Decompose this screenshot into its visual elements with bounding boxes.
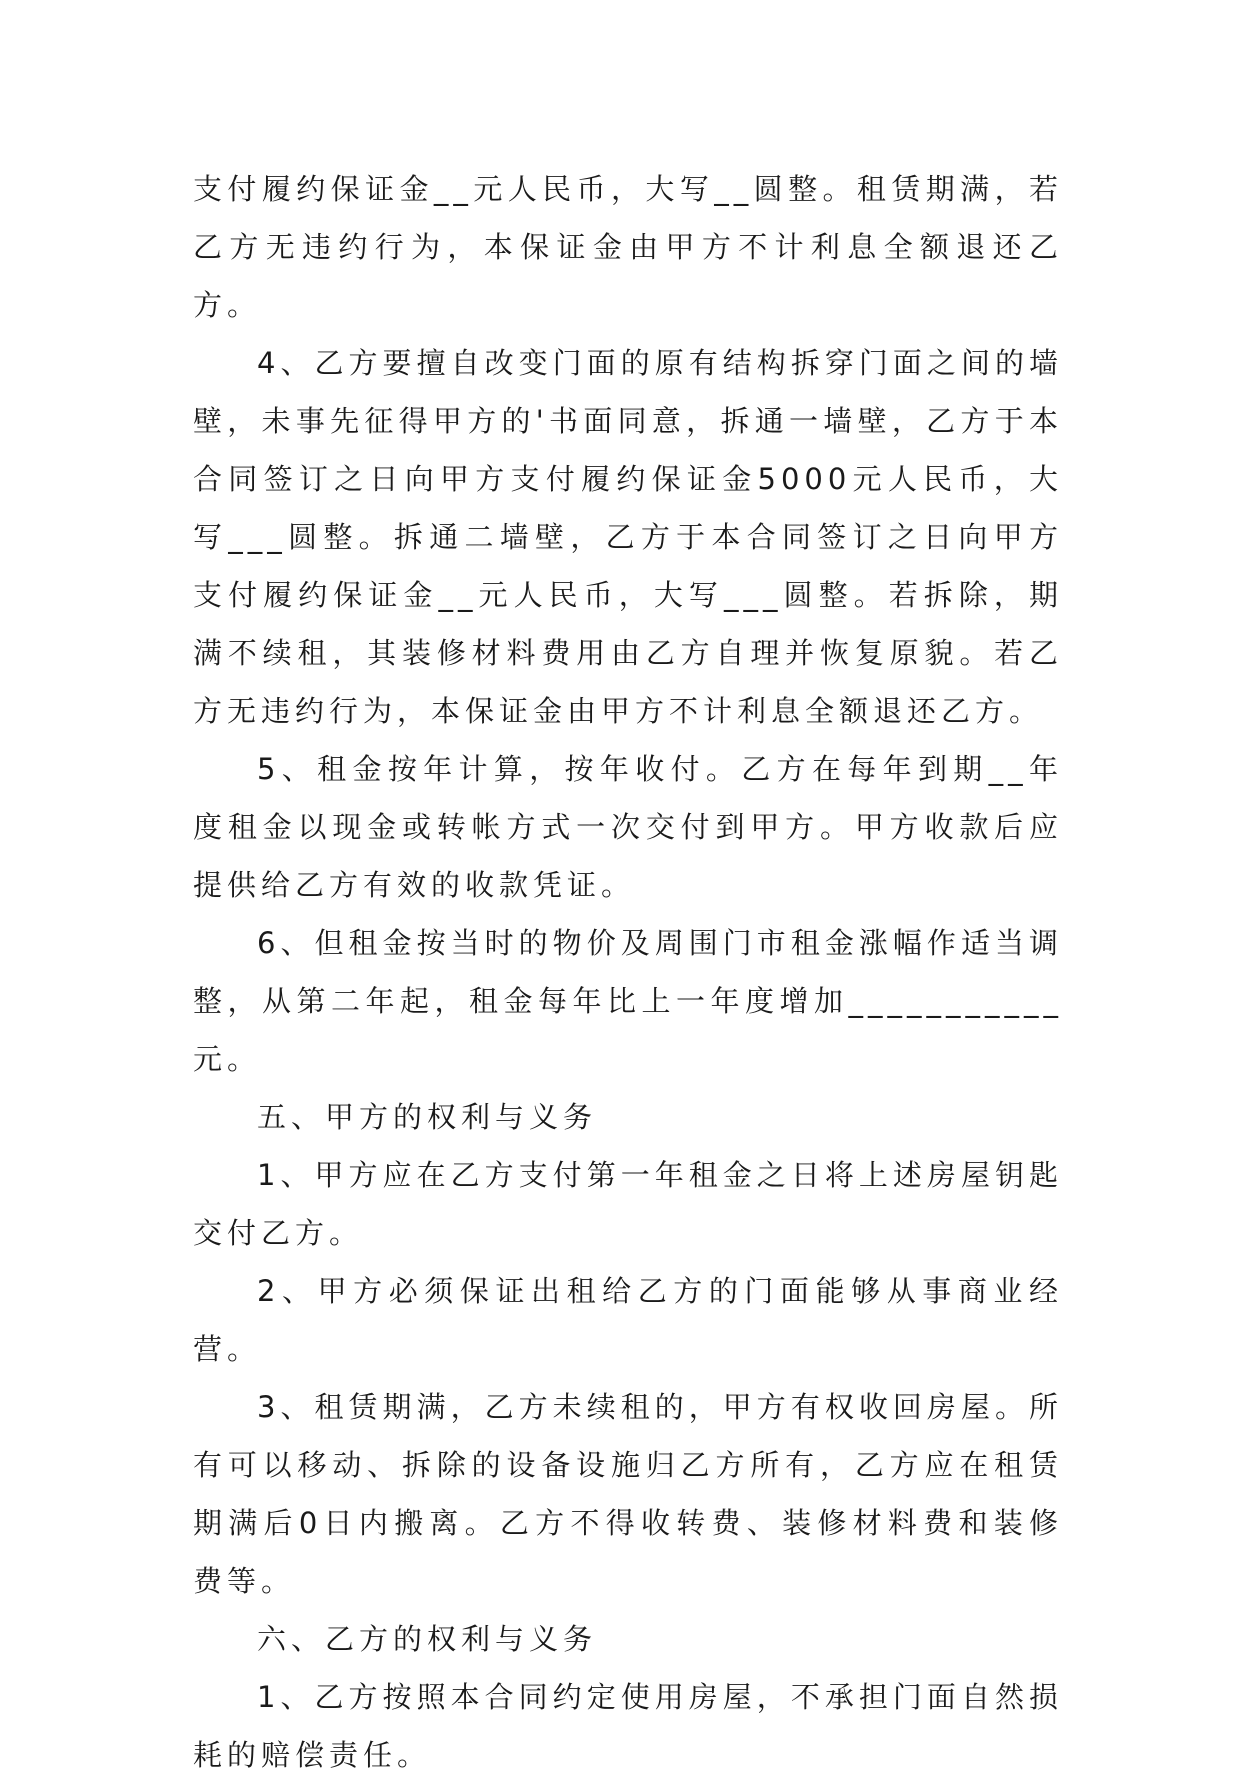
section-heading-party-b: 六、乙方的权利与义务 bbox=[257, 1622, 598, 1656]
paragraph-party-a-3: 3、租赁期满，乙方未续租的，甲方有权收回房屋。所有可以移动、拆除的设备设施归乙方所有，乙方应在租赁期满后0日内搬离。乙方不得收转费、装修材料费和装修费等。 bbox=[193, 1390, 1063, 1598]
paragraph-deposit-continuation: 支付履约保证金__元人民币，大写__圆整。租赁期满，若乙方无违约行为，本保证金由甲方不计利息全额退还乙方。 bbox=[193, 172, 1063, 322]
paragraph-clause-4: 4、乙方要擅自改变门面的原有结构拆穿门面之间的墙壁，未事先征得甲方的'书面同意，拆通一墙壁，乙方于本合同签订之日向甲方支付履约保证金5000元人民币，大写___圆整。拆通二墙壁，乙方于本合同签订之日向甲方支付履约保证金__元人民币，大写___圆整。若拆除，期满不续租，其装修材料费用由乙方自理并恢复原貌。若乙方无违约行为，本保证金由甲方不计利息全额退还乙方。 bbox=[193, 346, 1063, 728]
paragraph-party-a-2: 2、甲方必须保证出租给乙方的门面能够从事商业经营。 bbox=[193, 1274, 1063, 1366]
document-body bbox=[193, 160, 1063, 1784]
paragraph-party-b-1: 1、乙方按照本合同约定使用房屋，不承担门面自然损耗的赔偿责任。 bbox=[193, 1680, 1063, 1772]
paragraph-party-a-1: 1、甲方应在乙方支付第一年租金之日将上述房屋钥匙交付乙方。 bbox=[193, 1158, 1063, 1250]
paragraph-clause-5: 5、租金按年计算，按年收付。乙方在每年到期__年度租金以现金或转帐方式一次交付到甲方。甲方收款后应提供给乙方有效的收款凭证。 bbox=[193, 752, 1063, 902]
paragraph-clause-6: 6、但租金按当时的物价及周围门市租金涨幅作适当调整，从第二年起，租金每年比上一年度增加___________元。 bbox=[193, 926, 1063, 1076]
section-heading-party-a: 五、甲方的权利与义务 bbox=[257, 1100, 598, 1134]
